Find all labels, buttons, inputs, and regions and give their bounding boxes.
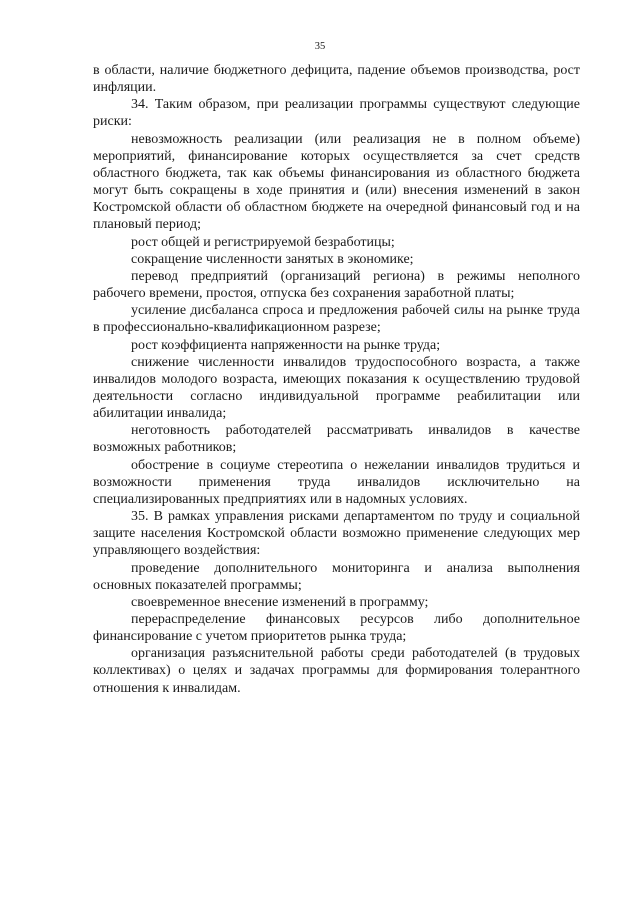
page-number: 35 — [314, 41, 326, 52]
paragraph: организация разъяснительной работы среди работодателей (в трудовых коллективах) о целях и задачах программы для формирования толерантного отношения к инвалидам. — [93, 646, 580, 696]
paragraph: сокращение численности занятых в экономике; — [131, 251, 414, 267]
paragraph: рост общей и регистрируемой безработицы; — [131, 234, 395, 250]
paragraph: перевод предприятий (организаций региона) в режимы неполного рабочего времени, простоя, отпуска без сохранения заработной платы; — [93, 268, 580, 302]
paragraph: неготовность работодателей рассматривать инвалидов в качестве возможных работников; — [93, 423, 580, 456]
paragraph: проведение дополнительного мониторинга и анализа выполнения основных показателей программы; — [93, 560, 580, 593]
paragraph: рост коэффициента напряженности на рынке труда; — [131, 337, 441, 353]
body-text — [93, 62, 580, 697]
paragraph: в области, наличие бюджетного дефицита, падение объемов производства, рост инфляции. — [93, 63, 580, 96]
paragraph: своевременное внесение изменений в программу; — [131, 594, 429, 610]
paragraph: обострение в социуме стереотипа о нежелании инвалидов трудиться и возможности применения труда инвалидов исключительно на специализированных предприятиях или в надомных условиях. — [93, 457, 580, 507]
paragraph: 35. В рамках управления рисками департаментом по труду и социальной защите населения Костромской области возможно применение следующих мер управляющего воздействия: — [93, 509, 580, 559]
paragraph: снижение численности инвалидов трудоспособного возраста, а также инвалидов молодого возраста, имеющих показания к осуществлению трудовой деятельности согласно индивидуальной программе реабилитации или абилитации инвалида; — [93, 354, 580, 422]
paragraph: невозможность реализации (или реализация не в полном объеме) мероприятий, финансирование которых осуществляется за счет средств областного бюджета, так как объемы финансирования из областного бюджета могут быть сокращены в ходе принятия и (или) внесения изменений в закон Костромской области об областном бюджете на очередной финансовый год и на плановый период; — [93, 131, 580, 233]
paragraph: 34. Таким образом, при реализации программы существуют следующие риски: — [93, 97, 580, 130]
paragraph: перераспределение финансовых ресурсов либо дополнительное финансирование с учетом приоритетов рынка труда; — [93, 612, 580, 645]
paragraph: усиление дисбаланса спроса и предложения рабочей силы на рынке труда в профессионально-квалификационном разрезе; — [93, 303, 580, 336]
